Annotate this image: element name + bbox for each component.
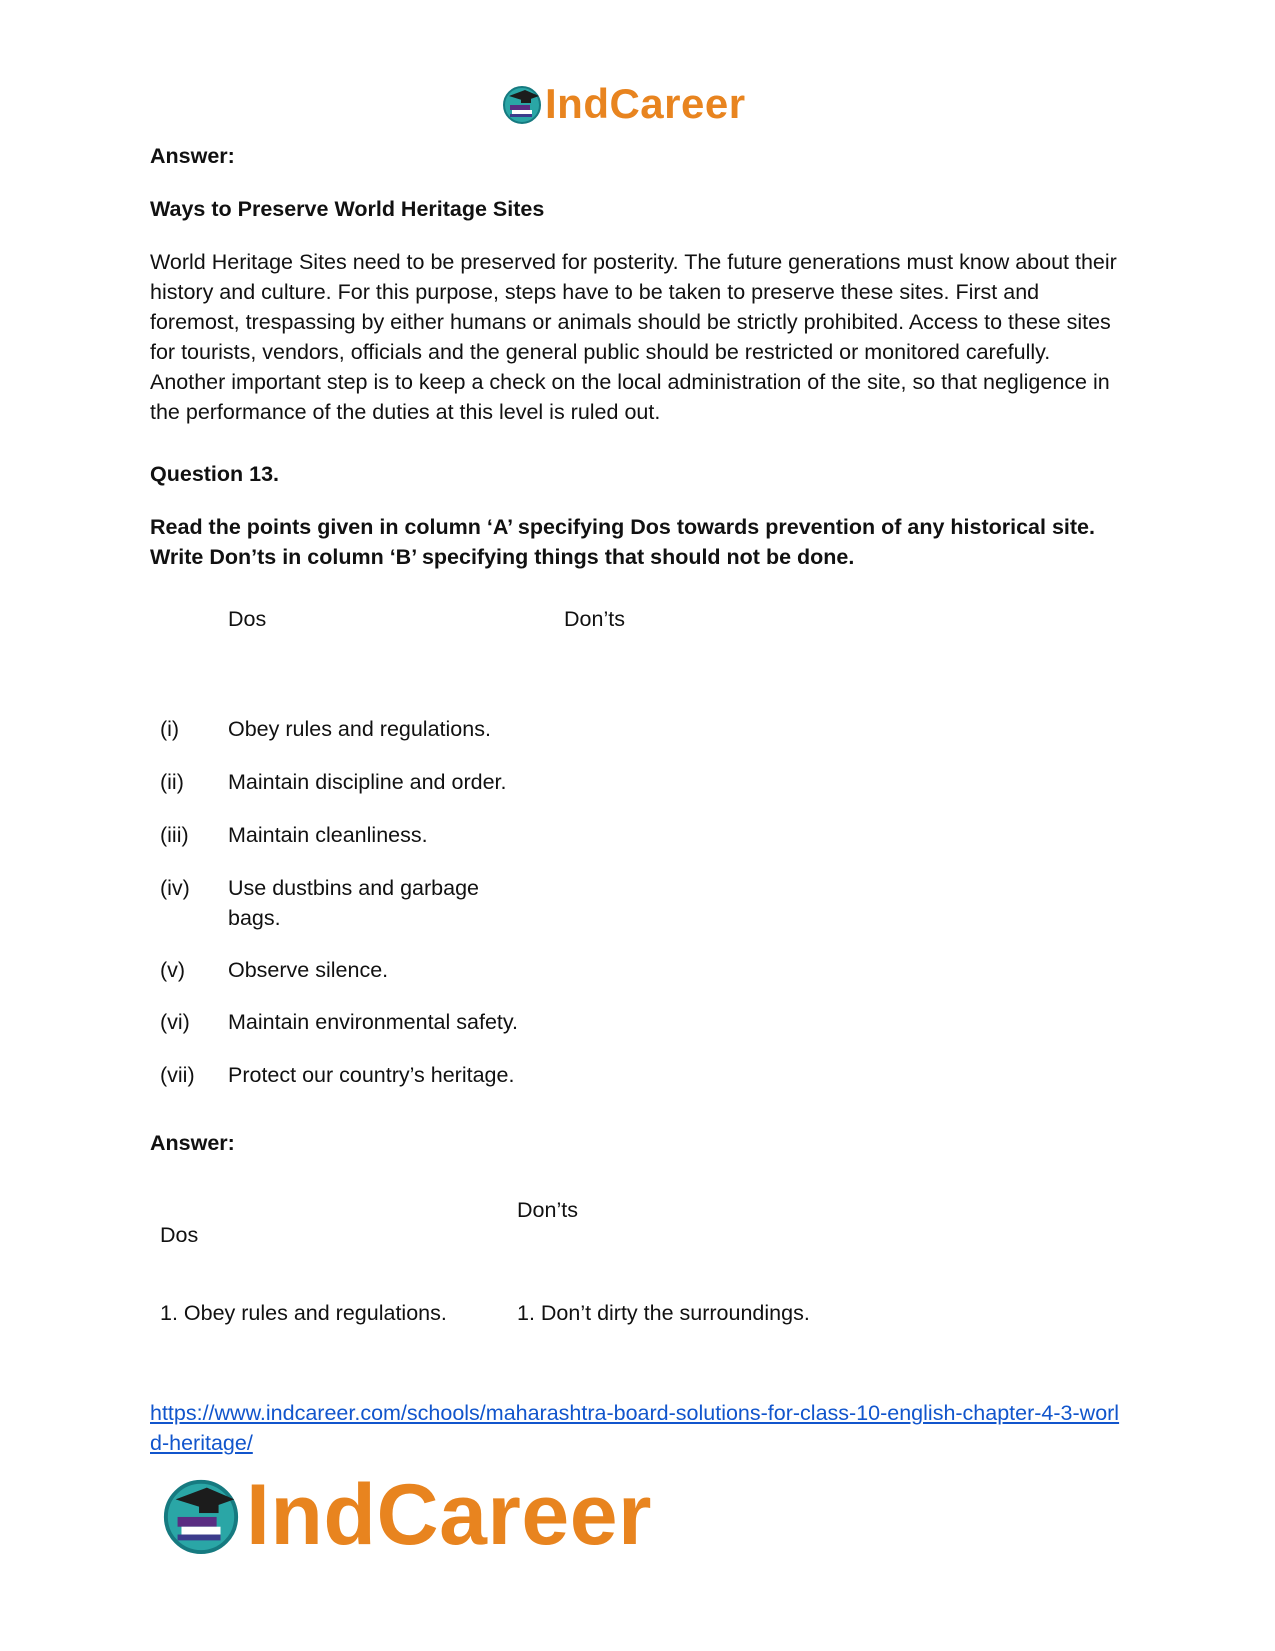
list-item <box>160 955 548 985</box>
header-logo[interactable] <box>501 80 746 128</box>
item-text: Maintain cleanliness. <box>228 823 428 847</box>
list-item <box>160 714 548 744</box>
graduation-globe-icon <box>160 1474 242 1556</box>
list-item <box>160 820 548 850</box>
item-number: (vi) <box>160 1010 190 1034</box>
answer-column-a-header: Dos <box>160 1223 199 1247</box>
list-item <box>160 1060 548 1090</box>
brand-wordmark: IndCareer <box>545 80 746 127</box>
source-link[interactable]: https://www.indcareer.com/schools/maharashtra-board-solutions-for-class-10-english-chapter-4-3-world-heritage/ <box>150 1401 1120 1455</box>
item-number: (ii) <box>160 770 184 794</box>
answer-row-donts: 1. Don’t dirty the surroundings. <box>517 1301 810 1325</box>
item-number: (iv) <box>160 876 190 900</box>
item-text: Obey rules and regulations. <box>228 717 491 741</box>
item-text: Observe silence. <box>228 958 389 982</box>
item-number: (v) <box>160 958 186 982</box>
item-number: (vii) <box>160 1063 195 1087</box>
item-text: Maintain discipline and order. <box>228 770 507 794</box>
section-heading: Ways to Preserve World Heritage Sites <box>150 197 545 221</box>
answer-row-dos: 1. Obey rules and regulations. <box>160 1301 447 1325</box>
item-text: Use dustbins and garbage bags. <box>228 876 480 930</box>
list-item <box>160 767 548 797</box>
answer-label: Answer: <box>150 1131 235 1155</box>
list-item <box>160 1007 548 1037</box>
item-text: Protect our country’s heritage. <box>228 1063 515 1087</box>
brand-wordmark: IndCareer <box>246 1467 652 1563</box>
answer-column-b-header: Don’ts <box>517 1198 578 1222</box>
column-b-header: Don’ts <box>564 607 625 631</box>
item-text: Maintain environmental safety. <box>228 1010 518 1034</box>
column-a-header: Dos <box>228 607 267 631</box>
answer-label: Answer: <box>150 144 235 168</box>
list-item <box>160 873 508 933</box>
answer-paragraph: World Heritage Sites need to be preserved for posterity. The future generations must know about their history and culture. For this purpose, steps have to be taken to preserve these sites. First and foremost, trespassing by either humans or animals should be strictly prohibited. Access to these sites for tourists, vendors, officials and the general public should be restricted or monitored carefully. Another important step is to keep a check on the local administration of the site, so that negligence in the performance of the duties at this level is ruled out. <box>150 250 1117 424</box>
graduation-globe-icon <box>501 83 543 125</box>
footer-logo[interactable] <box>160 1467 652 1563</box>
question-label: Question 13. <box>150 462 280 486</box>
item-number: (iii) <box>160 823 189 847</box>
question-prompt: Read the points given in column ‘A’ specifying Dos towards prevention of any historical site. Write Don’ts in column ‘B’ specifying things that should not be done. <box>150 515 1095 569</box>
item-number: (i) <box>160 717 180 741</box>
